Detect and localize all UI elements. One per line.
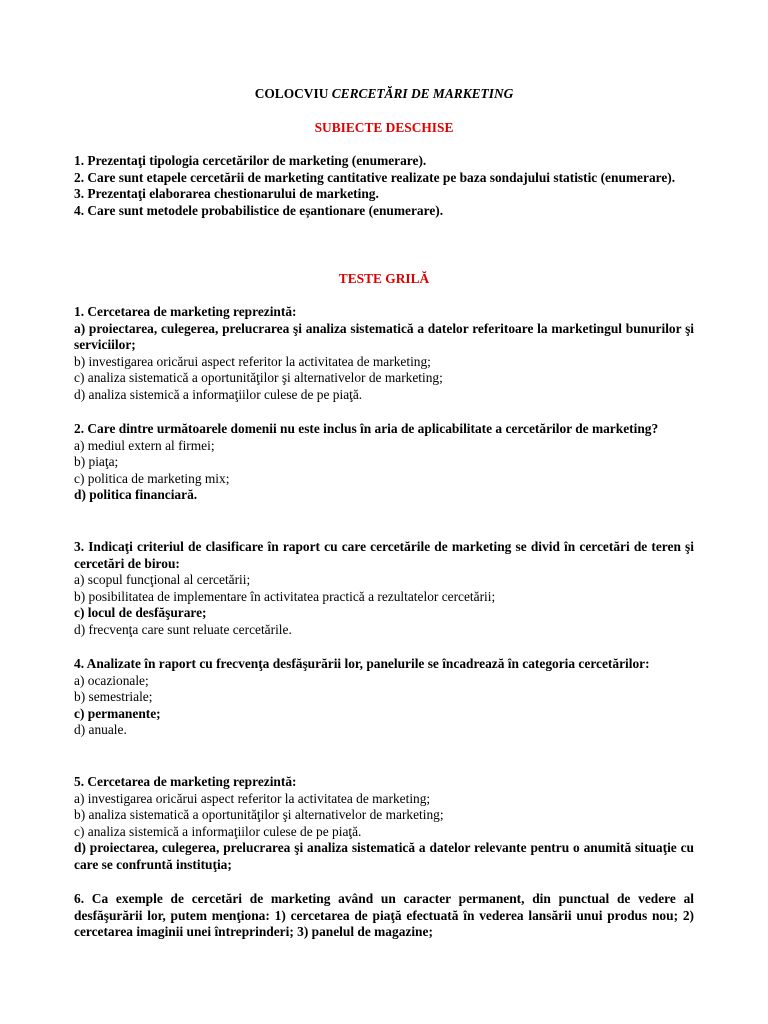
answer-option: d) proiectarea, culegerea, prelucrarea şi analiza sistematică a datelor relevante pentru o anumită situaţie cu care se confruntă instituţia;	[74, 840, 694, 872]
answer-option: b) piaţa;	[74, 454, 119, 470]
question-5	[74, 774, 694, 874]
open-subject-item: 3. Prezentaţi elaborarea chestionarului de marketing.	[74, 186, 379, 202]
question-text: 6. Ca exemple de cercetări de marketing având un caracter permanent, din punctual de vedere al desfăşurării lor, putem menţiona: 1) cercetarea de piaţă efectuată în vederea lansării unui produs nou; 2) cercetarea imaginii unei întreprinderi; 3) panelul de magazine;	[74, 891, 694, 940]
open-subjects-list	[74, 153, 694, 219]
answer-option: b) semestriale;	[74, 689, 153, 705]
open-subject-item: 2. Care sunt etapele cercetării de marketing cantitative realizate pe baza sondajului statistic (enumerare).	[74, 169, 676, 185]
answer-option: d) politica financiară.	[74, 487, 198, 503]
open-subject-item: 1. Prezentaţi tipologia cercetărilor de marketing (enumerare).	[74, 153, 427, 168]
answer-option: c) permanente;	[74, 705, 161, 721]
answer-option: b) posibilitatea de implementare în activitatea practică a rezultatelor cercetării;	[74, 588, 496, 604]
tests-heading: TESTE GRILĂ	[338, 271, 430, 286]
answer-option: c) locul de desfăşurare;	[74, 605, 207, 621]
question-1	[74, 304, 694, 404]
question-6	[74, 891, 694, 941]
question-2	[74, 421, 694, 504]
answer-option: a) proiectarea, culegerea, prelucrarea şi analiza sistematică a datelor referitoare la marketingul bunurilor şi serviciilor;	[74, 320, 694, 353]
answer-option: d) frecvenţa care sunt reluate cercetările.	[74, 621, 292, 637]
question-text: 1. Cercetarea de marketing reprezintă:	[74, 304, 297, 319]
question-3	[74, 539, 694, 639]
answer-option: b) investigarea oricărui aspect referitor la activitatea de marketing;	[74, 353, 431, 369]
open-subject-item: 4. Care sunt metodele probabilistice de eșantionare (enumerare).	[74, 202, 444, 218]
question-text: 2. Care dintre următoarele domenii nu este inclus în aria de aplicabilitate a cercetărilor de marketing?	[74, 421, 659, 436]
document-title	[0, 86, 768, 103]
answer-option: d) anuale.	[74, 722, 127, 738]
answer-option: c) analiza sistematică a oportunităţilor şi alternativelor de marketing;	[74, 370, 443, 386]
title-subject: CERCETĂRI DE MARKETING	[331, 86, 514, 101]
answer-option: c) analiza sistemică a informaţiilor culese de pe piaţă.	[74, 823, 362, 839]
question-text: 5. Cercetarea de marketing reprezintă:	[74, 774, 297, 789]
answer-option: b) analiza sistematică a oportunităţilor şi alternativelor de marketing;	[74, 807, 444, 823]
question-4	[74, 656, 694, 739]
question-text: 4. Analizate în raport cu frecvenţa desfăşurării lor, panelurile se încadrează în categoria cercetărilor:	[74, 656, 650, 671]
answer-option: a) investigarea oricărui aspect referitor la activitatea de marketing;	[74, 790, 431, 806]
question-text: 3. Indicaţi criteriul de clasificare în raport cu care cercetările de marketing se divid în cercetări de teren şi cercetări de birou:	[74, 539, 694, 571]
answer-option: a) scopul funcţional al cercetării;	[74, 572, 251, 588]
answer-option: c) politica de marketing mix;	[74, 470, 230, 486]
answer-option: a) ocazionale;	[74, 672, 149, 688]
answer-option: a) mediul extern al firmei;	[74, 437, 215, 453]
title-prefix: COLOCVIU	[254, 86, 332, 101]
open-subjects-heading: SUBIECTE DESCHISE	[314, 120, 454, 135]
answer-option: d) analiza sistemică a informaţiilor culese de pe piaţă.	[74, 386, 363, 402]
